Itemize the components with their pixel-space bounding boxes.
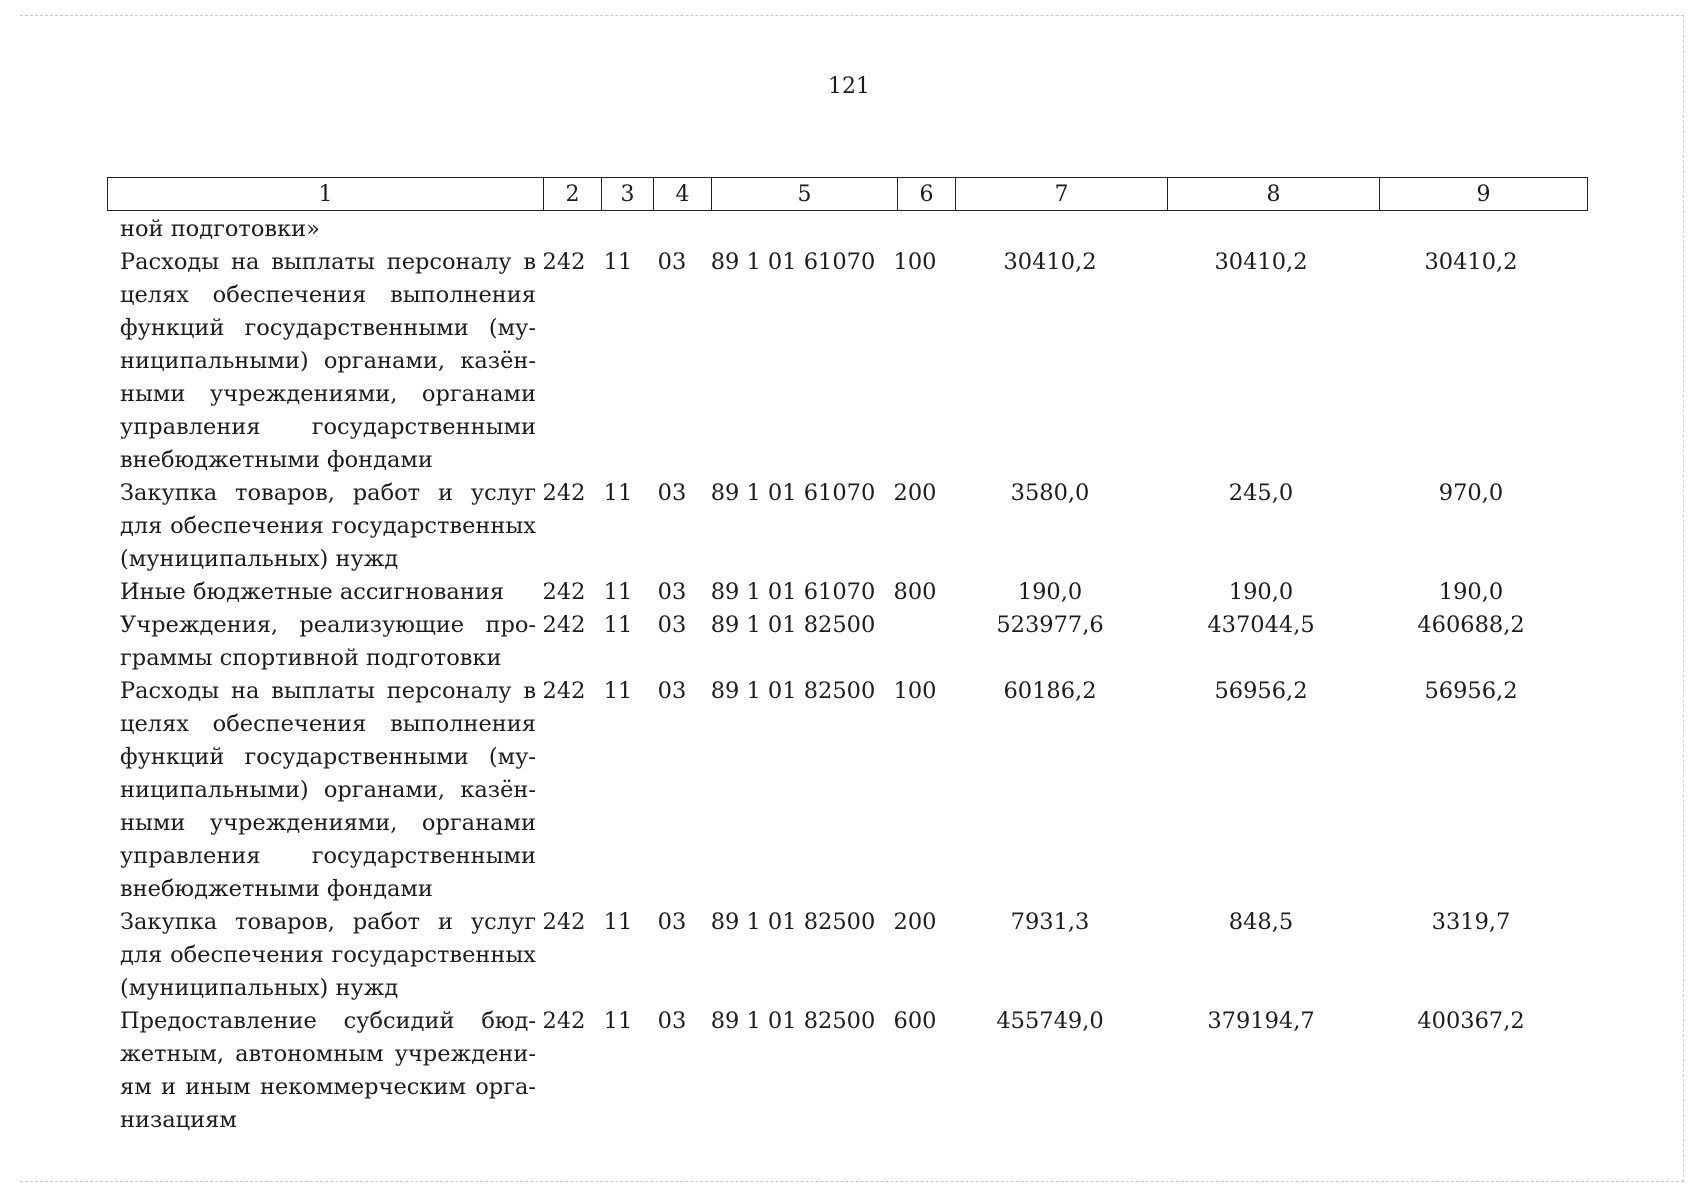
row-value: 89 1 01 61070 bbox=[710, 579, 876, 605]
row-value: 800 bbox=[893, 579, 937, 605]
row-value: 11 bbox=[603, 909, 633, 935]
column-header-table bbox=[107, 177, 1588, 211]
row-value: 523977,6 bbox=[996, 612, 1104, 638]
row-value: 89 1 01 61070 bbox=[710, 249, 876, 275]
row-value: 11 bbox=[603, 678, 633, 704]
row-value: 89 1 01 82500 bbox=[710, 678, 876, 704]
row-value: 100 bbox=[893, 249, 937, 275]
table-row bbox=[120, 213, 1590, 246]
column-header-8: 8 bbox=[1168, 178, 1380, 211]
row-value: 848,5 bbox=[1228, 909, 1294, 935]
scan-edge-right bbox=[1683, 15, 1684, 1182]
row-value: 190,0 bbox=[1017, 579, 1083, 605]
column-header-3: 3 bbox=[602, 178, 654, 211]
row-name: Учреждения, реализующие программы спортивной подготовки bbox=[120, 612, 536, 671]
row-value: 03 bbox=[657, 480, 687, 506]
row-value: 56956,2 bbox=[1214, 678, 1308, 704]
row-value: 242 bbox=[542, 579, 586, 605]
table-row bbox=[120, 246, 1590, 477]
row-value: 11 bbox=[603, 249, 633, 275]
column-header-row bbox=[108, 178, 1588, 211]
row-value: 3580,0 bbox=[1010, 480, 1090, 506]
row-value: 89 1 01 82500 bbox=[710, 612, 876, 638]
row-value: 30410,2 bbox=[1424, 249, 1518, 275]
row-value: 200 bbox=[893, 909, 937, 935]
table-row bbox=[120, 576, 1590, 609]
row-value: 3319,7 bbox=[1431, 909, 1511, 935]
row-value: 03 bbox=[657, 249, 687, 275]
row-value: 03 bbox=[657, 579, 687, 605]
row-value: 455749,0 bbox=[996, 1008, 1104, 1034]
row-value: 30410,2 bbox=[1003, 249, 1097, 275]
column-header-9: 9 bbox=[1380, 178, 1588, 211]
row-value: 242 bbox=[542, 909, 586, 935]
row-value: 56956,2 bbox=[1424, 678, 1518, 704]
row-value: 460688,2 bbox=[1417, 612, 1525, 638]
row-value: 03 bbox=[657, 909, 687, 935]
scan-edge-bottom bbox=[20, 1181, 1684, 1182]
row-value: 242 bbox=[542, 678, 586, 704]
row-value: 11 bbox=[603, 612, 633, 638]
column-header-6: 6 bbox=[898, 178, 956, 211]
row-value: 190,0 bbox=[1228, 579, 1294, 605]
column-header-4: 4 bbox=[654, 178, 712, 211]
row-value: 03 bbox=[657, 678, 687, 704]
row-value: 970,0 bbox=[1438, 480, 1504, 506]
row-value: 89 1 01 61070 bbox=[710, 480, 876, 506]
row-value: 200 bbox=[893, 480, 937, 506]
row-value: 242 bbox=[542, 1008, 586, 1034]
row-value: 100 bbox=[893, 678, 937, 704]
table-row bbox=[120, 906, 1590, 1005]
table-body bbox=[120, 213, 1590, 1137]
row-name: ной подготовки» bbox=[120, 216, 320, 242]
row-value: 11 bbox=[603, 480, 633, 506]
column-header-5: 5 bbox=[712, 178, 898, 211]
row-value: 11 bbox=[603, 579, 633, 605]
row-value: 242 bbox=[542, 480, 586, 506]
page-number: 121 bbox=[828, 74, 870, 99]
row-value: 11 bbox=[603, 1008, 633, 1034]
table-row bbox=[120, 609, 1590, 675]
row-name: Расходы на выплаты персоналу в целях обеспечения выполнения функций государственными (муниципальными) органами, казёнными учреждениями, органами управления государственными внебюджетными фондами bbox=[120, 249, 536, 473]
row-value: 7931,3 bbox=[1010, 909, 1090, 935]
table-row bbox=[120, 1005, 1590, 1137]
row-value: 60186,2 bbox=[1003, 678, 1097, 704]
row-value: 242 bbox=[542, 249, 586, 275]
column-header-2: 2 bbox=[544, 178, 602, 211]
row-value: 03 bbox=[657, 612, 687, 638]
row-value: 03 bbox=[657, 1008, 687, 1034]
row-value: 437044,5 bbox=[1207, 612, 1315, 638]
row-value: 245,0 bbox=[1228, 480, 1294, 506]
row-name: Закупка товаров, работ и услуг для обеспечения государственных (муниципальных) нужд bbox=[120, 909, 536, 1001]
column-header-1: 1 bbox=[108, 178, 544, 211]
row-name: Расходы на выплаты персоналу в целях обеспечения выполнения функций государственными (муниципальными) органами, казёнными учреждениями, органами управления государственными внебюджетными фондами bbox=[120, 678, 536, 902]
row-value: 400367,2 bbox=[1417, 1008, 1525, 1034]
row-name: Закупка товаров, работ и услуг для обеспечения государственных (муниципальных) нужд bbox=[120, 480, 536, 572]
row-value: 30410,2 bbox=[1214, 249, 1308, 275]
row-value: 379194,7 bbox=[1207, 1008, 1315, 1034]
row-name: Иные бюджетные ассигнования bbox=[120, 579, 505, 605]
row-value: 242 bbox=[542, 612, 586, 638]
table-row bbox=[120, 477, 1590, 576]
row-value: 600 bbox=[893, 1008, 937, 1034]
row-value: 89 1 01 82500 bbox=[710, 909, 876, 935]
row-value: 190,0 bbox=[1438, 579, 1504, 605]
column-header-7: 7 bbox=[956, 178, 1168, 211]
row-name: Предоставление субсидий бюджетным, автономным учреждениям и иным некоммерческим организациям bbox=[120, 1008, 536, 1133]
scan-edge-top bbox=[20, 15, 1684, 16]
table-row bbox=[120, 675, 1590, 906]
row-value: 89 1 01 82500 bbox=[710, 1008, 876, 1034]
